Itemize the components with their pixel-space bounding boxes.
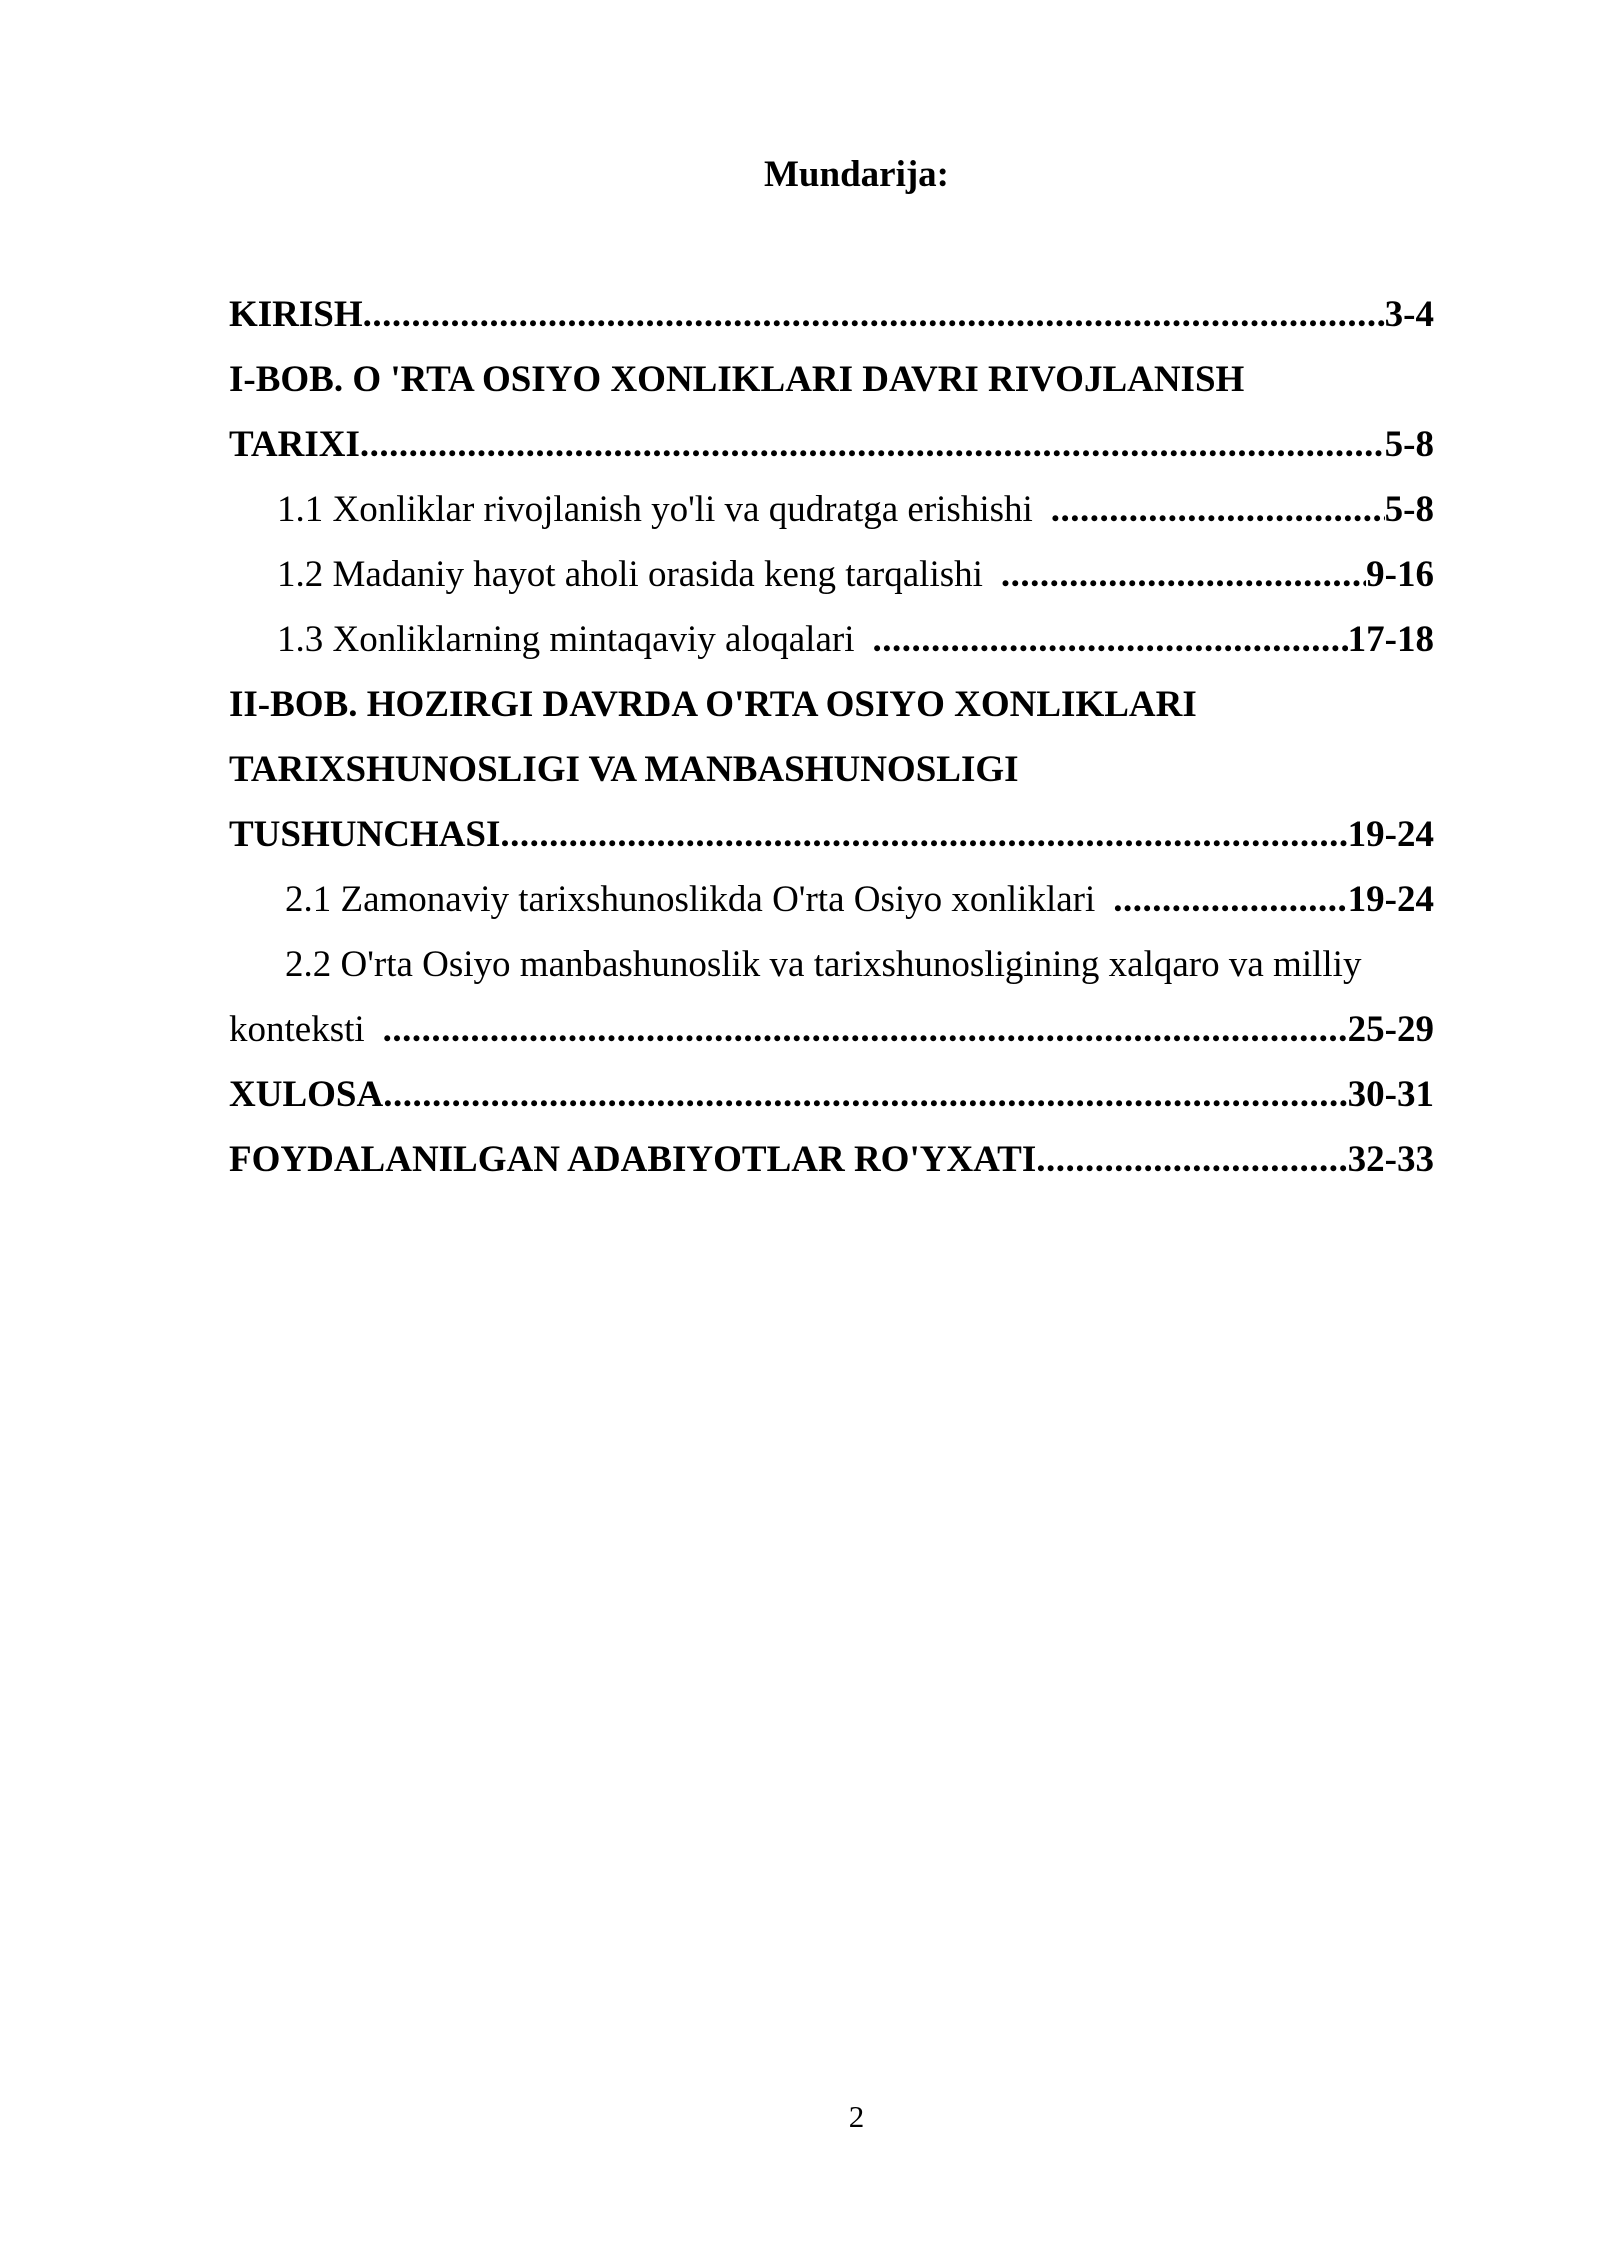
toc-entry-pages: 17-18 — [1347, 619, 1434, 660]
toc-entry-chapter-2-cont — [229, 737, 1434, 802]
toc-entry-label: 2.1 Zamonaviy tarixshunoslikda O'rta Osiyo xonliklari — [285, 879, 1096, 920]
toc-entry-section-2-2-cont — [229, 997, 1434, 1062]
toc-entry-label: 1.1 Xonliklar rivojlanish yo'li va qudratga erishishi — [277, 489, 1033, 530]
page-number: 2 — [848, 2099, 865, 2134]
toc-entry-section-2-1 — [229, 867, 1434, 932]
toc-leader-dots — [1036, 1127, 1347, 1192]
toc-entry-label: KIRISH — [229, 294, 363, 335]
toc-leader-dots — [383, 997, 1348, 1062]
toc-leader-dots — [500, 802, 1347, 867]
toc-entry-label: TUSHUNCHASI — [229, 814, 501, 855]
toc-entry-chapter-2-end — [229, 802, 1434, 867]
toc-entry-label: 1.3 Xonliklarning mintaqaviy aloqalari — [277, 619, 855, 660]
toc-leader-dots — [360, 412, 1385, 477]
toc-entry-pages: 25-29 — [1347, 1009, 1434, 1050]
toc-entry-pages: 3-4 — [1384, 294, 1434, 335]
toc-entry-label: FOYDALANILGAN ADABIYOTLAR RO'YXATI — [229, 1139, 1037, 1180]
toc-entry-section-1-3 — [229, 607, 1434, 672]
toc-entry-pages: 5-8 — [1384, 489, 1434, 530]
toc-entry-chapter-2 — [229, 672, 1434, 737]
toc-entry-pages: 32-33 — [1347, 1139, 1434, 1180]
toc-entry-section-1-1 — [229, 477, 1434, 542]
toc-leader-dots — [363, 282, 1385, 347]
toc-entry-label: XULOSA — [229, 1074, 384, 1115]
toc-leader-dots — [1051, 477, 1385, 542]
table-of-contents — [229, 282, 1434, 1192]
toc-entry-chapter-1-cont — [229, 412, 1434, 477]
toc-entry-label: 2.2 O'rta Osiyo manbashunoslik va tarixshunosligining xalqaro va milliy — [285, 944, 1362, 985]
toc-entry-pages: 19-24 — [1347, 814, 1434, 855]
toc-entry-kirish — [229, 282, 1434, 347]
toc-entry-label: 1.2 Madaniy hayot aholi orasida keng tarqalishi — [277, 554, 983, 595]
toc-leader-dots — [1113, 867, 1347, 932]
toc-entry-label: I-BOB. O 'RTA OSIYO XONLIKLARI DAVRI RIVOJLANISH — [229, 359, 1245, 400]
toc-entry-references — [229, 1127, 1434, 1192]
toc-entry-section-2-2 — [229, 932, 1434, 997]
toc-entry-pages: 5-8 — [1384, 424, 1434, 465]
toc-leader-dots — [1001, 542, 1366, 607]
toc-entry-label: TARIXI — [229, 424, 360, 465]
toc-entry-section-1-2 — [229, 542, 1434, 607]
toc-entry-label: konteksti — [229, 1009, 365, 1050]
toc-entry-label: II-BOB. HOZIRGI DAVRDA O'RTA OSIYO XONLIKLARI — [229, 684, 1197, 725]
toc-entry-pages: 9-16 — [1366, 554, 1434, 595]
toc-leader-dots — [383, 1062, 1347, 1127]
toc-title: Mundarija: — [764, 154, 949, 195]
toc-entry-pages: 30-31 — [1347, 1074, 1434, 1115]
toc-entry-xulosa — [229, 1062, 1434, 1127]
toc-entry-label: TARIXSHUNOSLIGI VA MANBASHUNOSLIGI — [229, 749, 1019, 790]
toc-entry-pages: 19-24 — [1347, 879, 1434, 920]
toc-leader-dots — [872, 607, 1347, 672]
toc-entry-chapter-1 — [229, 347, 1434, 412]
